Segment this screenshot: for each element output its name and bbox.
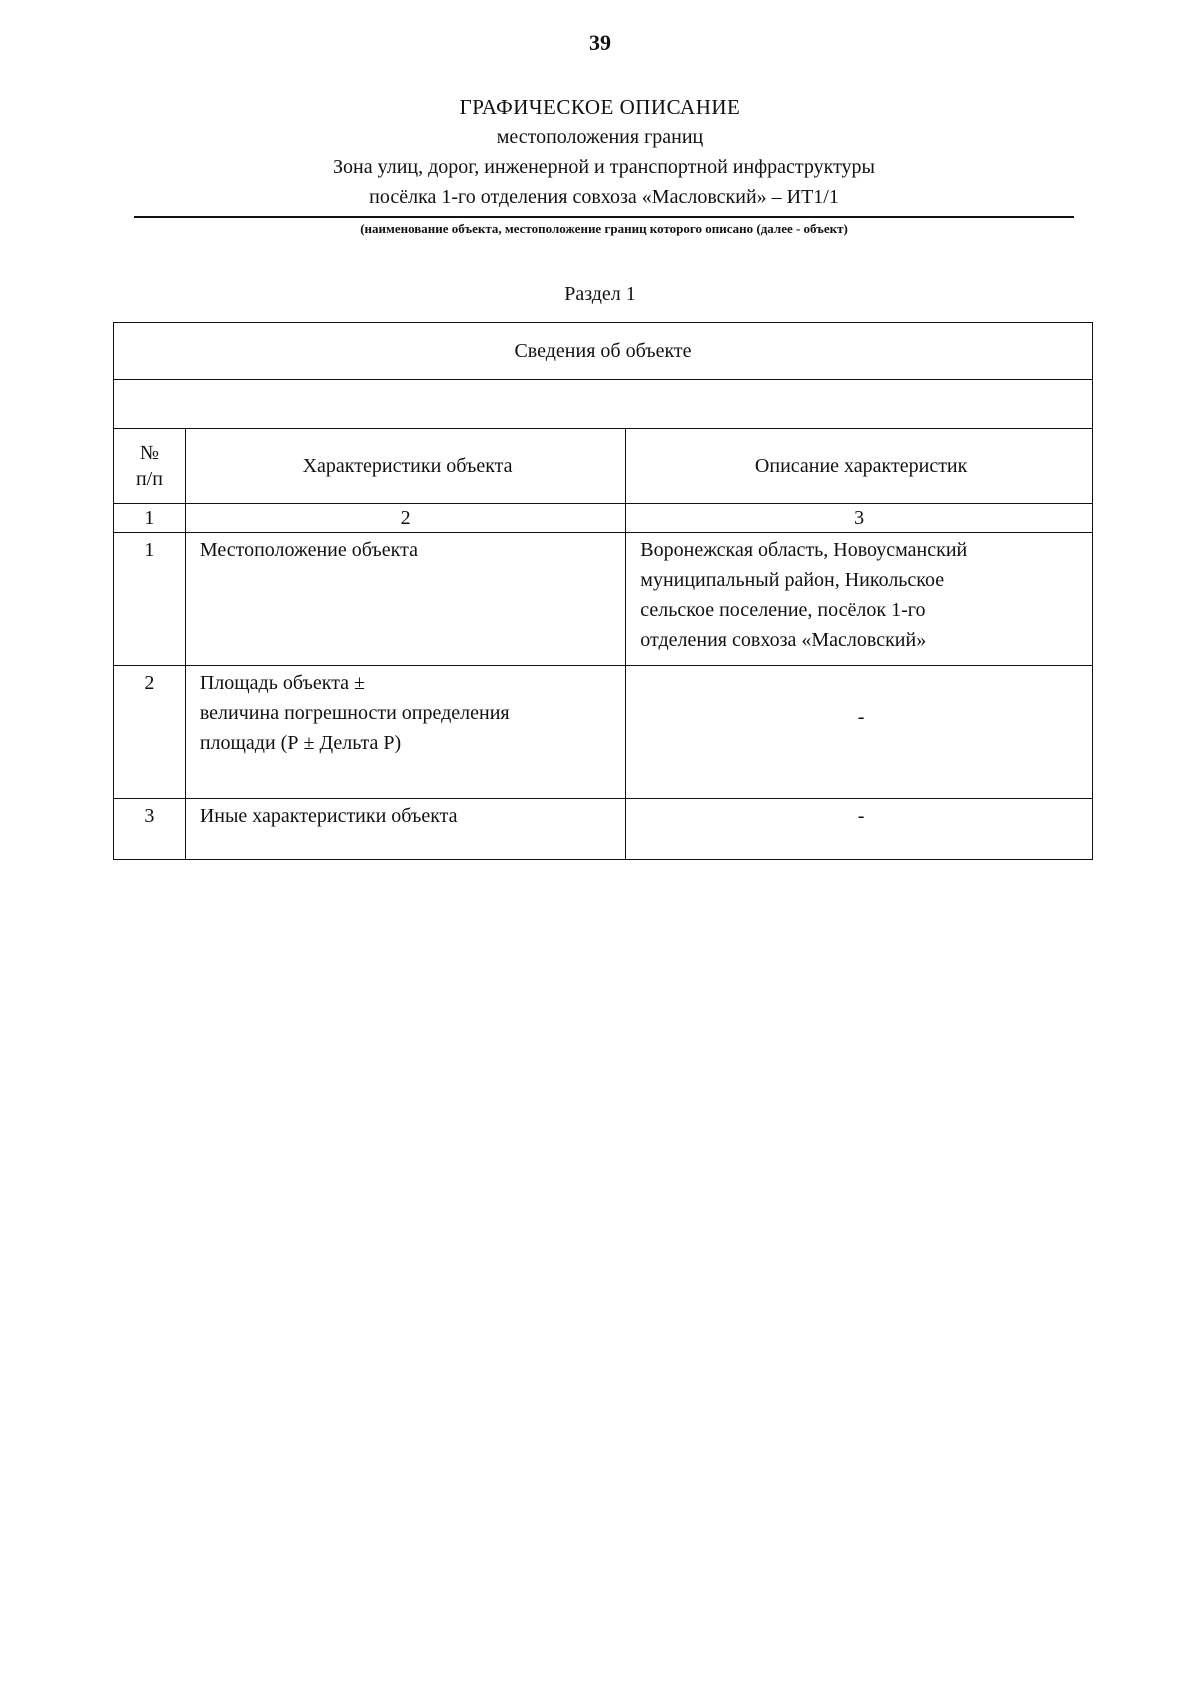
index-cell: 2 bbox=[185, 504, 625, 533]
table-empty-cell bbox=[114, 380, 1093, 429]
document-header bbox=[0, 92, 1200, 122]
characteristic-line: площади (Р ± Дельта Р) bbox=[199, 732, 402, 754]
table-row bbox=[114, 666, 1093, 799]
row-description bbox=[626, 533, 1093, 666]
description-line: отделения совхоза «Масловский» bbox=[640, 629, 927, 651]
description-line: сельское поселение, посёлок 1-го bbox=[640, 599, 926, 621]
header-description: Описание характеристик bbox=[626, 429, 1093, 504]
table-row bbox=[114, 533, 1093, 666]
header-characteristics: Характеристики объекта bbox=[185, 429, 625, 504]
description-line: муниципальный район, Никольское bbox=[640, 569, 945, 591]
header-num-symbol: № bbox=[139, 442, 159, 464]
object-name-line-2: посёлка 1-го отделения совхоза «Масловский» – ИТ1/1 bbox=[369, 186, 839, 208]
table-header-row bbox=[114, 429, 1093, 504]
object-name-underline bbox=[134, 216, 1074, 218]
table-index-row bbox=[114, 504, 1093, 533]
description-line: Воронежская область, Новоусманский bbox=[640, 539, 968, 561]
table-caption-row bbox=[114, 323, 1093, 380]
object-name-line-1: Зона улиц, дорог, инженерной и транспортной инфраструктуры bbox=[333, 156, 875, 178]
object-name-block bbox=[134, 152, 1074, 238]
row-num: 3 bbox=[114, 799, 186, 860]
row-num: 2 bbox=[114, 666, 186, 799]
object-name-caption: (наименование объекта, местоположение границ которого описано (далее - объект) bbox=[360, 221, 848, 236]
row-num: 1 bbox=[114, 533, 186, 666]
document-subtitle: местоположения границ bbox=[496, 126, 704, 148]
row-description: - bbox=[626, 799, 1093, 860]
index-cell: 1 bbox=[114, 504, 186, 533]
table-empty-row bbox=[114, 380, 1093, 429]
characteristic-line: Площадь объекта ± bbox=[199, 672, 366, 694]
row-description: - bbox=[626, 666, 1093, 799]
characteristic-line: величина погрешности определения bbox=[199, 702, 510, 724]
object-info-table bbox=[113, 322, 1093, 860]
header-num-abbr: п/п bbox=[135, 468, 163, 490]
row-characteristic: Местоположение объекта bbox=[185, 533, 625, 666]
document-subtitle-block bbox=[0, 122, 1200, 152]
table-row bbox=[114, 799, 1093, 860]
row-characteristic bbox=[185, 666, 625, 799]
document-title: ГРАФИЧЕСКОЕ ОПИСАНИЕ bbox=[459, 95, 741, 119]
table-caption: Сведения об объекте bbox=[114, 323, 1093, 380]
page-number: 39 bbox=[589, 30, 611, 55]
row-characteristic: Иные характеристики объекта bbox=[185, 799, 625, 860]
index-cell: 3 bbox=[626, 504, 1093, 533]
section-title: Раздел 1 bbox=[564, 283, 636, 305]
header-num bbox=[114, 429, 186, 504]
